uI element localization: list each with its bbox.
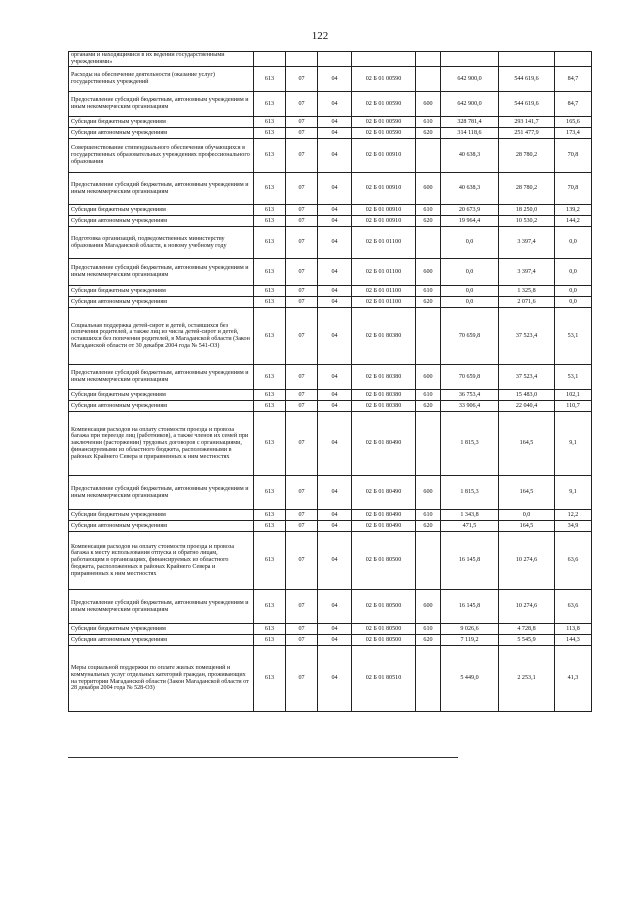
cell-gr [254,52,286,67]
cell-name: Субсидии бюджетным учреждениям [69,390,254,401]
cell-pct: 139,2 [555,205,592,216]
cell-name: Субсидии автономным учреждениям [69,297,254,308]
table-row [69,390,592,401]
cell-plan: 33 906,4 [441,401,499,412]
cell-fact: 544 619,6 [499,67,555,92]
cell-pr: 04 [318,590,352,624]
cell-gr: 613 [254,308,286,365]
cell-pct: 70,8 [555,173,592,205]
cell-plan: 9 026,6 [441,624,499,635]
cell-fact: 28 780,2 [499,139,555,173]
cell-vr: 620 [416,521,441,532]
cell-csr: 02 Б 01 00910 [352,216,416,227]
table-row [69,521,592,532]
cell-gr: 613 [254,92,286,117]
cell-gr: 613 [254,365,286,390]
cell-pr: 04 [318,297,352,308]
cell-rz: 07 [286,297,318,308]
cell-gr: 613 [254,286,286,297]
cell-csr: 02 Б 01 00910 [352,205,416,216]
cell-gr: 613 [254,412,286,476]
cell-rz: 07 [286,590,318,624]
cell-name: Субсидии автономным учреждениям [69,128,254,139]
cell-name: Компенсация расходов на оплату стоимости проезда и провоза багажа при переезде лиц (работников), а также членов их семей при заключении (расторжении) трудовых договоров с организациями, финансируемыми из областного бюджета, расположенными в районах Крайнего Севера и приравненных к ним местностях [69,412,254,476]
cell-fact: 251 477,9 [499,128,555,139]
table-row [69,646,592,712]
table-row [69,139,592,173]
cell-plan: 0,0 [441,227,499,259]
cell-csr: 02 Б 01 80500 [352,635,416,646]
cell-csr: 02 Б 01 80380 [352,401,416,412]
cell-vr: 600 [416,259,441,286]
cell-csr: 02 Б 01 01100 [352,227,416,259]
cell-rz: 07 [286,173,318,205]
cell-fact: 0,0 [499,510,555,521]
table-row [69,286,592,297]
cell-pct: 0,0 [555,286,592,297]
cell-fact: 164,5 [499,521,555,532]
cell-vr: 600 [416,476,441,510]
cell-pr: 04 [318,92,352,117]
cell-pr: 04 [318,286,352,297]
cell-vr: 610 [416,117,441,128]
table-row [69,297,592,308]
cell-gr: 613 [254,521,286,532]
cell-pct: 0,0 [555,227,592,259]
cell-pr [318,52,352,67]
cell-rz: 07 [286,510,318,521]
cell-csr: 02 Б 01 80500 [352,590,416,624]
cell-pct: 53,1 [555,365,592,390]
cell-pct: 34,9 [555,521,592,532]
cell-vr: 620 [416,635,441,646]
cell-pct: 63,6 [555,590,592,624]
table-row [69,532,592,590]
cell-rz: 07 [286,286,318,297]
cell-rz: 07 [286,412,318,476]
cell-plan: 328 781,4 [441,117,499,128]
cell-fact [499,52,555,67]
cell-vr: 600 [416,92,441,117]
cell-plan: 642 900,0 [441,92,499,117]
cell-gr: 613 [254,117,286,128]
cell-plan: 642 900,0 [441,67,499,92]
cell-csr: 02 Б 01 00590 [352,128,416,139]
cell-fact: 22 040,4 [499,401,555,412]
cell-csr: 02 Б 01 01100 [352,259,416,286]
cell-plan: 1 343,8 [441,510,499,521]
cell-fact: 1 325,8 [499,286,555,297]
cell-pr: 04 [318,139,352,173]
cell-vr: 610 [416,205,441,216]
cell-pr: 04 [318,412,352,476]
cell-name: Предоставление субсидий бюджетным, автономным учреждениям и иным некоммерческим организациям [69,92,254,117]
cell-plan: 36 753,4 [441,390,499,401]
cell-csr: 02 Б 01 00590 [352,117,416,128]
cell-vr: 610 [416,286,441,297]
page-number: 122 [311,30,329,42]
cell-name: Предоставление субсидий бюджетным, автономным учреждениям и иным некоммерческим организациям [69,259,254,286]
cell-rz: 07 [286,117,318,128]
cell-pct: 70,8 [555,139,592,173]
table-row [69,117,592,128]
cell-pr: 04 [318,128,352,139]
cell-vr: 620 [416,401,441,412]
table-row [69,128,592,139]
table-row [69,401,592,412]
cell-plan [441,52,499,67]
cell-plan: 70 659,8 [441,365,499,390]
cell-rz: 07 [286,216,318,227]
cell-csr: 02 Б 01 80500 [352,624,416,635]
cell-pct: 110,7 [555,401,592,412]
cell-vr: 620 [416,216,441,227]
table-row [69,510,592,521]
table-row [69,365,592,390]
cell-gr: 613 [254,476,286,510]
cell-name: Подготовка организаций, подведомственных министерству образования Магаданской области, к новому учебному году [69,227,254,259]
cell-pct: 84,7 [555,92,592,117]
cell-gr: 613 [254,205,286,216]
table-row [69,216,592,227]
cell-rz: 07 [286,476,318,510]
cell-vr [416,67,441,92]
cell-name: Субсидии автономным учреждениям [69,635,254,646]
cell-pr: 04 [318,365,352,390]
cell-plan: 16 145,8 [441,532,499,590]
cell-gr: 613 [254,646,286,712]
cell-plan: 1 815,3 [441,412,499,476]
cell-pr: 04 [318,635,352,646]
cell-rz [286,52,318,67]
cell-fact: 37 523,4 [499,308,555,365]
cell-gr: 613 [254,139,286,173]
cell-plan: 0,0 [441,297,499,308]
cell-rz: 07 [286,521,318,532]
cell-plan: 70 659,8 [441,308,499,365]
cell-pr: 04 [318,308,352,365]
table-row [69,412,592,476]
table-row [69,308,592,365]
footer-rule [68,757,458,758]
cell-rz: 07 [286,532,318,590]
cell-fact: 18 250,0 [499,205,555,216]
cell-vr: 610 [416,510,441,521]
cell-pct: 53,1 [555,308,592,365]
cell-gr: 613 [254,173,286,205]
cell-vr [416,52,441,67]
table-row [69,476,592,510]
cell-plan: 0,0 [441,286,499,297]
cell-rz: 07 [286,401,318,412]
cell-pr: 04 [318,205,352,216]
cell-plan: 20 673,9 [441,205,499,216]
cell-csr: 02 Б 01 01100 [352,297,416,308]
table-row [69,259,592,286]
cell-pct: 165,6 [555,117,592,128]
cell-gr: 613 [254,635,286,646]
cell-pr: 04 [318,227,352,259]
cell-name: Компенсация расходов на оплату стоимости проезда и провоза багажа к месту использования отпуска и обратно лицам, работающим в организациях, финансируемых из областного бюджета, расположенных в районах Крайнего Севера и приравненных к ним местностях [69,532,254,590]
cell-vr: 620 [416,297,441,308]
cell-pct: 0,0 [555,297,592,308]
cell-plan: 5 449,0 [441,646,499,712]
cell-plan: 19 964,4 [441,216,499,227]
cell-fact: 164,5 [499,476,555,510]
cell-vr [416,139,441,173]
cell-csr: 02 Б 01 80380 [352,365,416,390]
cell-gr: 613 [254,532,286,590]
cell-vr: 610 [416,624,441,635]
cell-gr: 613 [254,216,286,227]
cell-csr: 02 Б 01 00590 [352,92,416,117]
cell-pct: 144,2 [555,216,592,227]
cell-plan: 314 118,6 [441,128,499,139]
cell-fact: 10 274,6 [499,532,555,590]
cell-pct: 63,6 [555,532,592,590]
table-row [69,92,592,117]
cell-rz: 07 [286,365,318,390]
cell-gr: 613 [254,624,286,635]
cell-vr: 600 [416,173,441,205]
cell-pr: 04 [318,624,352,635]
cell-fact: 5 545,9 [499,635,555,646]
cell-csr: 02 Б 01 00910 [352,139,416,173]
table-row [69,590,592,624]
cell-name: Субсидии бюджетным учреждениям [69,624,254,635]
cell-fact: 2 071,6 [499,297,555,308]
cell-csr: 02 Б 01 01100 [352,286,416,297]
cell-gr: 613 [254,67,286,92]
cell-csr: 02 Б 01 00590 [352,67,416,92]
cell-fact: 2 253,1 [499,646,555,712]
table-row [69,227,592,259]
table-row [69,624,592,635]
cell-csr: 02 Б 01 80490 [352,476,416,510]
cell-csr: 02 Б 01 80490 [352,510,416,521]
cell-csr: 02 Б 01 80500 [352,532,416,590]
cell-rz: 07 [286,646,318,712]
table-row [69,635,592,646]
cell-csr [352,52,416,67]
table-row [69,205,592,216]
cell-name: Предоставление субсидий бюджетным, автономным учреждениям и иным некоммерческим организациям [69,476,254,510]
cell-fact: 164,5 [499,412,555,476]
cell-plan: 0,0 [441,259,499,286]
cell-fact: 37 523,4 [499,365,555,390]
cell-name: Расходы на обеспечение деятельности (оказание услуг) государственных учреждений [69,67,254,92]
cell-plan: 16 145,8 [441,590,499,624]
cell-pct: 84,7 [555,67,592,92]
cell-rz: 07 [286,139,318,173]
table-row [69,52,592,67]
cell-name: Субсидии автономным учреждениям [69,521,254,532]
cell-rz: 07 [286,624,318,635]
cell-rz: 07 [286,205,318,216]
cell-plan: 7 119,2 [441,635,499,646]
cell-fact: 293 141,7 [499,117,555,128]
cell-csr: 02 Б 01 00910 [352,173,416,205]
cell-name: Совершенствование стипендиального обеспечения обучающихся в государственных образовательных учреждениях профессионального образования [69,139,254,173]
cell-pct [555,52,592,67]
cell-fact: 3 397,4 [499,227,555,259]
cell-fact: 28 780,2 [499,173,555,205]
cell-vr: 620 [416,128,441,139]
cell-rz: 07 [286,227,318,259]
cell-vr: 600 [416,365,441,390]
cell-csr: 02 Б 01 80490 [352,521,416,532]
cell-fact: 3 397,4 [499,259,555,286]
cell-vr [416,412,441,476]
cell-pr: 04 [318,646,352,712]
cell-name: Предоставление субсидий бюджетным, автономным учреждениям и иным некоммерческим организациям [69,590,254,624]
cell-name: Субсидии бюджетным учреждениям [69,286,254,297]
cell-pct: 144,3 [555,635,592,646]
cell-rz: 07 [286,635,318,646]
cell-name: Социальная поддержка детей-сирот и детей, оставшихся без попечения родителей, а также лиц из числа детей-сирот и детей, оставшихся без попечения родителей, в Магаданской области (Закон Магаданской области от 30 декабря 2004 года № 541-ОЗ) [69,308,254,365]
cell-pct: 41,3 [555,646,592,712]
cell-gr: 613 [254,510,286,521]
cell-vr [416,646,441,712]
cell-plan: 40 638,3 [441,139,499,173]
cell-name: органами и находящимися в их ведении государственными учреждениями» [69,52,254,67]
cell-fact: 4 728,8 [499,624,555,635]
cell-rz: 07 [286,259,318,286]
cell-name: Предоставление субсидий бюджетным, автономным учреждениям и иным некоммерческим организациям [69,365,254,390]
cell-rz: 07 [286,128,318,139]
cell-pct: 173,4 [555,128,592,139]
cell-vr: 600 [416,590,441,624]
cell-name: Субсидии бюджетным учреждениям [69,205,254,216]
cell-pr: 04 [318,216,352,227]
cell-pr: 04 [318,510,352,521]
cell-name: Меры социальной поддержки по оплате жилых помещений и коммунальных услуг отдельных категорий граждан, проживающих на территории Магаданской области (Закон Магаданской области от 28 декабря 2004 года № 528-ОЗ) [69,646,254,712]
cell-name: Субсидии бюджетным учреждениям [69,510,254,521]
cell-vr: 610 [416,390,441,401]
cell-fact: 10 274,6 [499,590,555,624]
cell-pr: 04 [318,476,352,510]
cell-pr: 04 [318,390,352,401]
cell-rz: 07 [286,92,318,117]
cell-pr: 04 [318,532,352,590]
cell-csr: 02 Б 01 80510 [352,646,416,712]
cell-pct: 12,2 [555,510,592,521]
cell-csr: 02 Б 01 80380 [352,390,416,401]
cell-csr: 02 Б 01 80490 [352,412,416,476]
table-row [69,67,592,92]
cell-gr: 613 [254,128,286,139]
cell-pct: 113,8 [555,624,592,635]
cell-fact: 10 530,2 [499,216,555,227]
cell-name: Субсидии бюджетным учреждениям [69,117,254,128]
cell-name: Субсидии автономным учреждениям [69,216,254,227]
cell-pct: 0,0 [555,259,592,286]
cell-gr: 613 [254,297,286,308]
cell-pct: 9,1 [555,476,592,510]
cell-name: Предоставление субсидий бюджетным, автономным учреждениям и иным некоммерческим организациям [69,173,254,205]
cell-csr: 02 Б 01 80380 [352,308,416,365]
cell-gr: 613 [254,401,286,412]
cell-pct: 9,1 [555,412,592,476]
cell-rz: 07 [286,390,318,401]
cell-vr [416,308,441,365]
cell-gr: 613 [254,590,286,624]
cell-plan: 40 638,3 [441,173,499,205]
cell-pr: 04 [318,259,352,286]
cell-vr [416,227,441,259]
cell-plan: 471,5 [441,521,499,532]
cell-pr: 04 [318,67,352,92]
cell-gr: 613 [254,259,286,286]
cell-rz: 07 [286,308,318,365]
cell-pr: 04 [318,173,352,205]
cell-rz: 07 [286,67,318,92]
cell-gr: 613 [254,390,286,401]
cell-pct: 102,1 [555,390,592,401]
cell-fact: 544 619,6 [499,92,555,117]
cell-pr: 04 [318,401,352,412]
cell-name: Субсидии автономным учреждениям [69,401,254,412]
cell-gr: 613 [254,227,286,259]
cell-vr [416,532,441,590]
budget-table [68,51,592,712]
cell-pr: 04 [318,117,352,128]
cell-plan: 1 815,3 [441,476,499,510]
cell-fact: 15 483,0 [499,390,555,401]
cell-pr: 04 [318,521,352,532]
table-row [69,173,592,205]
